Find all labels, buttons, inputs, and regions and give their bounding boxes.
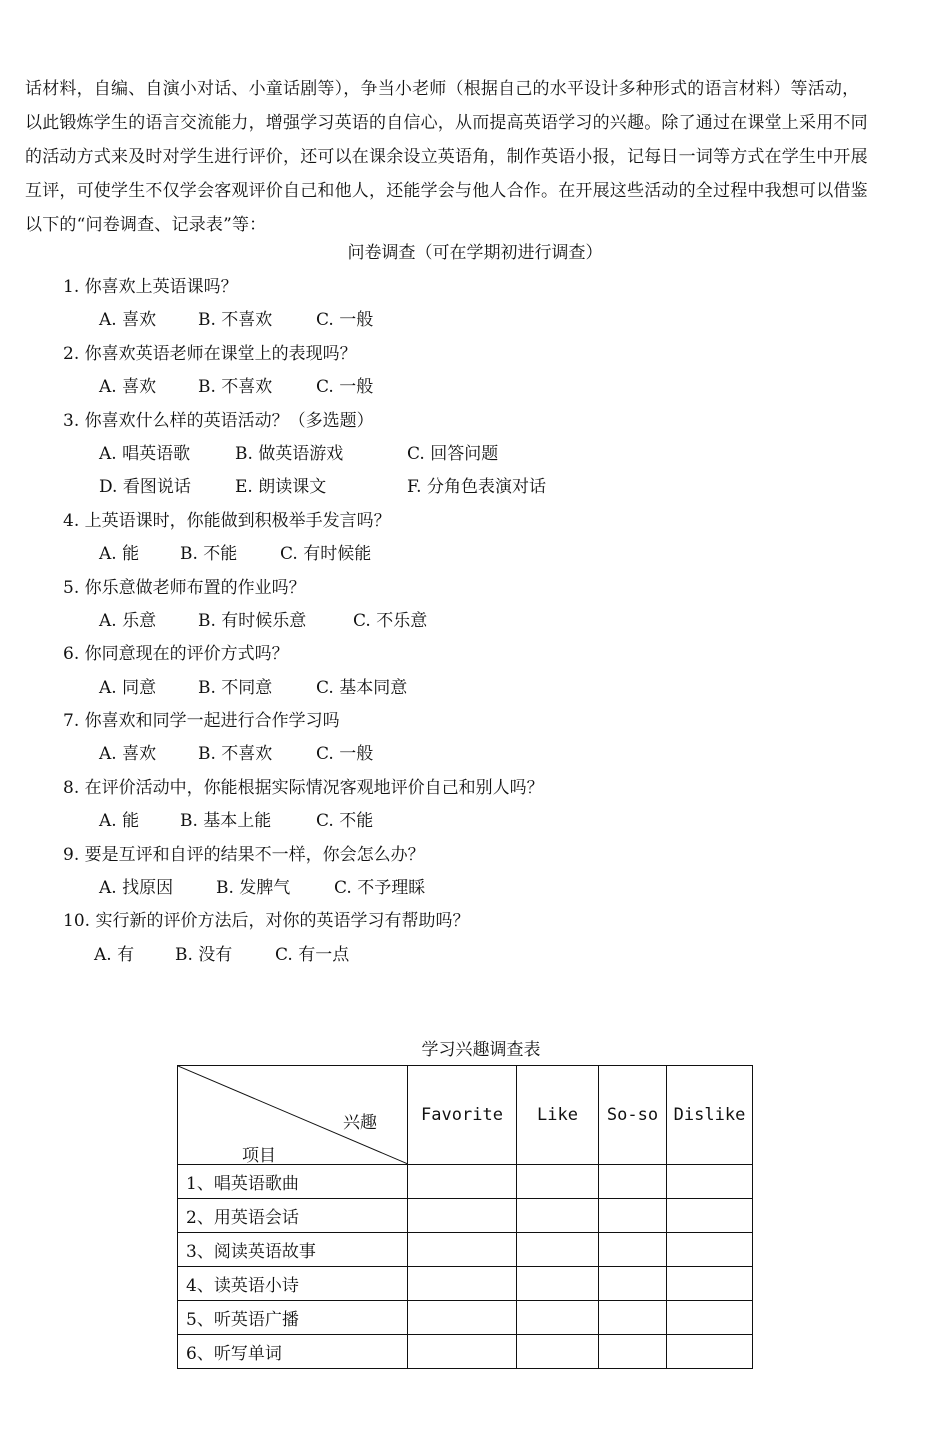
option: A. 能: [99, 811, 140, 832]
row-label: 5、听英语广播: [178, 1301, 408, 1335]
intro-line: 互评，可使学生不仅学会客观评价自己和他人，还能学会与他人合作。在开展这些活动的全过程中我想可以借鉴: [25, 181, 868, 201]
option: B. 做英语游戏: [235, 443, 344, 464]
option: A. 唱英语歌: [99, 443, 191, 464]
table-header-row: [178, 1066, 753, 1165]
option: A. 能: [99, 544, 140, 565]
intro-line: 以此锻炼学生的语言交流能力，增强学习英语的自信心，从而提高英语学习的兴趣。除了通过在课堂上采用不同: [25, 113, 868, 133]
option-row: [63, 471, 893, 504]
option-row: [63, 438, 893, 471]
table-cell: [599, 1165, 667, 1199]
table-cell: [599, 1199, 667, 1233]
option: B. 不喜欢: [198, 377, 273, 398]
table-row: [178, 1165, 753, 1199]
header-interest-label: 兴趣: [343, 1113, 377, 1133]
row-label: 6、听写单词: [178, 1335, 408, 1369]
column-header: Like: [517, 1066, 599, 1165]
option: D. 看图说话: [99, 477, 191, 498]
option: B. 不喜欢: [198, 310, 273, 331]
option: A. 找原因: [99, 878, 174, 899]
row-label: 3、阅读英语故事: [178, 1233, 408, 1267]
table-cell: [667, 1233, 753, 1267]
row-label: 4、读英语小诗: [178, 1267, 408, 1301]
question-text: 9. 要是互评和自评的结果不一样，你会怎么办？: [63, 844, 425, 865]
table-cell: [408, 1267, 517, 1301]
interest-survey-table: [177, 1065, 753, 1369]
table-row: [178, 1301, 753, 1335]
option-row: [63, 371, 893, 404]
option-row: [63, 304, 893, 337]
option: C. 有一点: [275, 944, 350, 965]
header-item-label: 项目: [242, 1146, 276, 1166]
questionnaire: [63, 271, 893, 972]
question-text: 7. 你喜欢和同学一起进行合作学习吗: [63, 711, 340, 732]
option-row: [63, 738, 893, 771]
option-row: [63, 672, 893, 705]
option: C. 一般: [316, 744, 374, 765]
table-row: [178, 1335, 753, 1369]
question-text: 5. 你乐意做老师布置的作业吗？: [63, 577, 306, 598]
column-header: Dislike: [667, 1066, 753, 1165]
question-text: 4. 上英语课时，你能做到积极举手发言吗？: [63, 510, 391, 531]
table-cell: [599, 1233, 667, 1267]
survey-title: 问卷调查（可在学期初进行调查）: [347, 243, 603, 263]
option: B. 不同意: [198, 677, 273, 698]
row-label: 2、用英语会话: [178, 1199, 408, 1233]
table-cell: [667, 1199, 753, 1233]
option: A. 同意: [99, 677, 157, 698]
option: A. 有: [94, 944, 135, 965]
table-cell: [667, 1267, 753, 1301]
table-cell: [517, 1335, 599, 1369]
table-cell: [667, 1301, 753, 1335]
column-header: So-so: [599, 1066, 667, 1165]
option: E. 朗读课文: [235, 477, 327, 498]
table-cell: [517, 1267, 599, 1301]
table-cell: [408, 1165, 517, 1199]
option: C. 一般: [316, 377, 374, 398]
option-row: [63, 605, 893, 638]
table-cell: [408, 1199, 517, 1233]
option: A. 喜欢: [99, 744, 157, 765]
question-text: 2. 你喜欢英语老师在课堂上的表现吗？: [63, 343, 357, 364]
intro-line: 话材料，自编、自演小对话、小童话剧等），争当小老师（根据自己的水平设计多种形式的语言材料）等活动，: [25, 79, 860, 99]
table-cell: [667, 1165, 753, 1199]
option: A. 喜欢: [99, 310, 157, 331]
option: C. 有时候能: [280, 544, 372, 565]
table-cell: [599, 1335, 667, 1369]
option: A. 喜欢: [99, 377, 157, 398]
table-cell: [408, 1233, 517, 1267]
question-text: 10. 实行新的评价方法后，对你的英语学习有帮助吗？: [63, 911, 470, 932]
option: B. 不喜欢: [198, 744, 273, 765]
table-cell: [517, 1199, 599, 1233]
table-cell: [517, 1301, 599, 1335]
column-header: Favorite: [408, 1066, 517, 1165]
option-row: [63, 872, 893, 905]
question-text: 1. 你喜欢上英语课吗？: [63, 277, 238, 297]
option: B. 基本上能: [180, 811, 272, 832]
table-row: [178, 1199, 753, 1233]
diagonal-header-cell: [178, 1066, 408, 1165]
option-row: [63, 805, 893, 838]
option: B. 不能: [180, 544, 238, 565]
table-row: [178, 1233, 753, 1267]
question-text: 8. 在评价活动中，你能根据实际情况客观地评价自己和别人吗？: [63, 777, 544, 798]
option: C. 不予理睬: [334, 878, 426, 899]
table-cell: [408, 1301, 517, 1335]
table-cell: [408, 1335, 517, 1369]
option: B. 发脾气: [216, 878, 291, 899]
option-row: [63, 939, 893, 972]
table-cell: [599, 1301, 667, 1335]
option-row: [63, 538, 893, 571]
option: A. 乐意: [99, 610, 157, 631]
option: F. 分角色表演对话: [407, 477, 546, 498]
table-row: [178, 1267, 753, 1301]
option: C. 一般: [316, 310, 374, 331]
question-text: 3. 你喜欢什么样的英语活动？（多选题）: [63, 410, 374, 431]
option: B. 没有: [175, 944, 233, 965]
table-cell: [599, 1267, 667, 1301]
intro-paragraph: [25, 72, 910, 242]
intro-line: 以下的“问卷调查、记录表”等：: [25, 215, 267, 235]
option: B. 有时候乐意: [198, 610, 307, 631]
intro-line: 的活动方式来及时对学生进行评价，还可以在课余设立英语角，制作英语小报，记每日一词等方式在学生中开展: [25, 147, 868, 167]
table-cell: [517, 1165, 599, 1199]
table-cell: [667, 1335, 753, 1369]
table-cell: [517, 1233, 599, 1267]
option: C. 不能: [316, 811, 374, 832]
question-text: 6. 你同意现在的评价方式吗？: [63, 644, 289, 665]
option: C. 不乐意: [353, 610, 428, 631]
option: C. 回答问题: [407, 443, 499, 464]
option: C. 基本同意: [316, 677, 408, 698]
row-label: 1、唱英语歌曲: [178, 1165, 408, 1199]
table-title: 学习兴趣调查表: [421, 1040, 541, 1060]
